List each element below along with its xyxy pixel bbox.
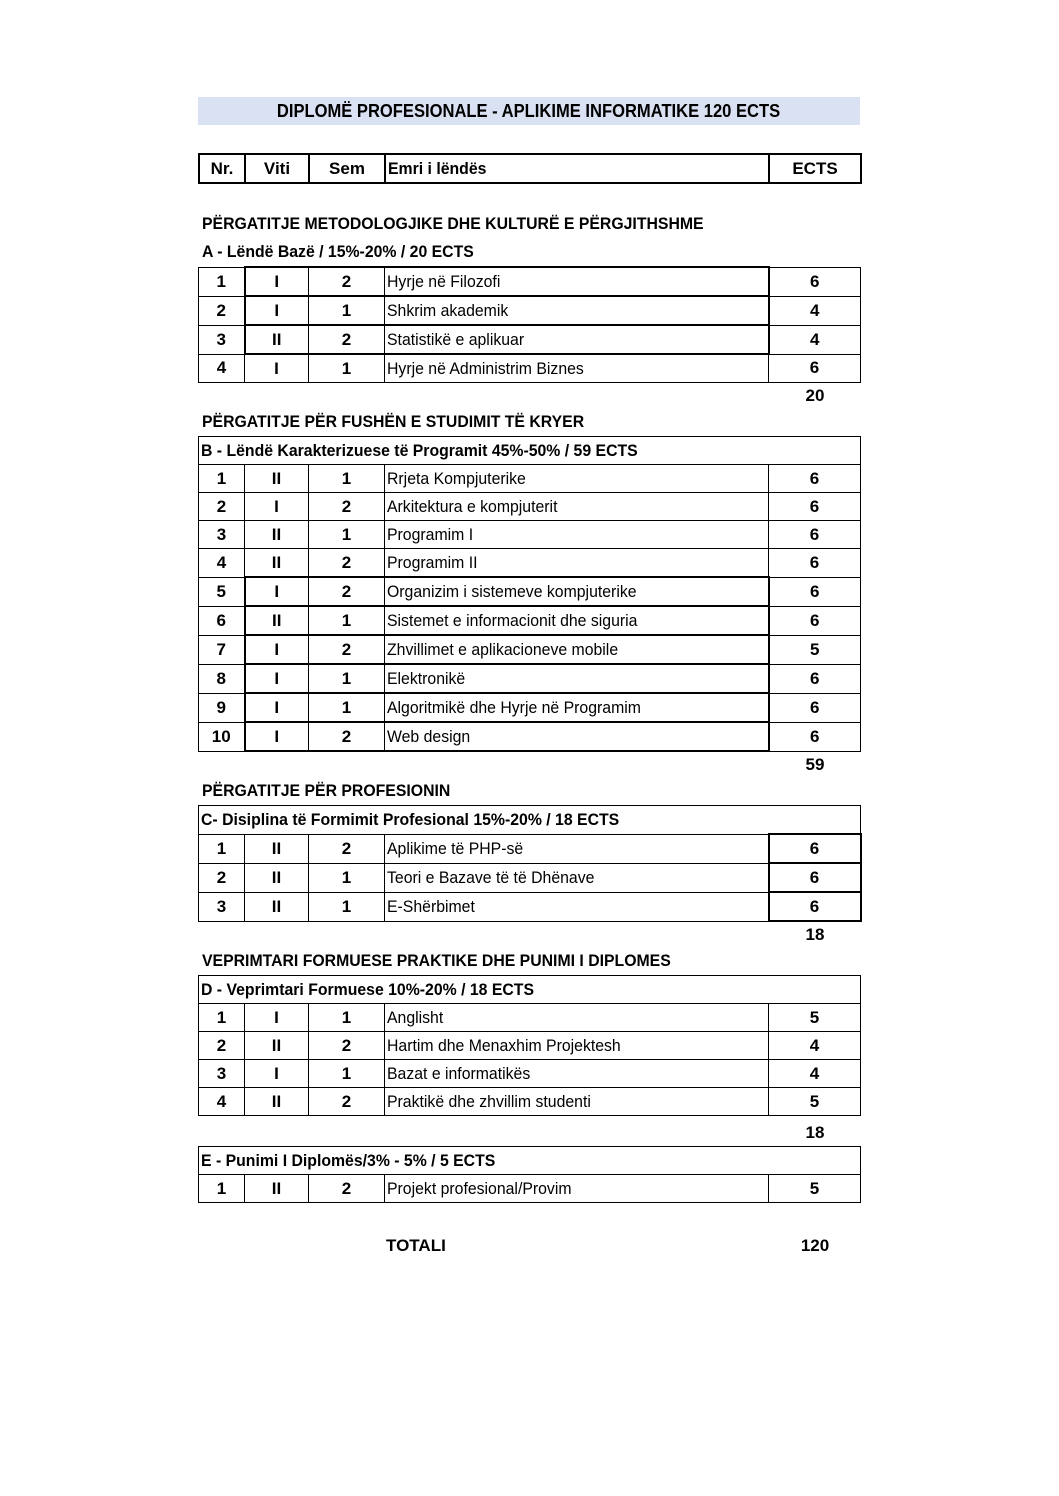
row-semester: 1	[309, 664, 385, 693]
header-sem: Sem	[309, 154, 385, 183]
row-year: I	[245, 267, 309, 296]
row-ects: 4	[769, 1060, 861, 1088]
row-ects: 6	[769, 664, 861, 693]
section-heading-4: VEPRIMTARI FORMUESE PRAKTIKE DHE PUNIMI I DIPLOMES	[202, 951, 671, 970]
row-nr: 3	[199, 892, 245, 921]
row-year: I	[245, 693, 309, 722]
row-course-name: Aplikime të PHP-së	[385, 834, 769, 863]
row-semester: 1	[309, 693, 385, 722]
row-semester: 2	[309, 577, 385, 606]
row-semester: 2	[309, 493, 385, 521]
row-course-name: E-Shërbimet	[385, 892, 769, 921]
table-row	[199, 863, 861, 892]
column-header-table	[198, 153, 862, 184]
table-row	[199, 722, 861, 751]
row-course-name: Bazat e informatikës	[385, 1060, 769, 1088]
row-course-name: Projekt profesional/Provim	[385, 1175, 769, 1203]
table-row	[199, 267, 861, 296]
table-row	[199, 1175, 861, 1203]
table-row	[199, 635, 861, 664]
row-year: II	[245, 606, 309, 635]
header-name: Emri i lëndës	[385, 154, 769, 183]
row-ects: 5	[769, 1088, 861, 1116]
group-c-label: C- Disiplina të Formimit Profesional 15%-20% / 18 ECTS	[199, 806, 861, 835]
row-nr: 1	[199, 834, 245, 863]
row-year: II	[245, 892, 309, 921]
row-year: I	[245, 664, 309, 693]
table-row	[199, 1004, 861, 1032]
row-year: I	[245, 577, 309, 606]
row-semester: 1	[309, 1060, 385, 1088]
row-nr: 6	[199, 606, 245, 635]
table-row	[199, 1088, 861, 1116]
row-year: II	[245, 1175, 309, 1203]
row-nr: 1	[199, 465, 245, 493]
row-semester: 2	[309, 635, 385, 664]
row-semester: 1	[309, 521, 385, 549]
group-b-label-row	[199, 437, 861, 465]
row-semester: 2	[309, 325, 385, 354]
table-row	[199, 577, 861, 606]
row-year: I	[245, 354, 309, 383]
row-ects: 5	[769, 1004, 861, 1032]
row-semester: 1	[309, 354, 385, 383]
group-c-table	[198, 805, 862, 922]
row-year: I	[245, 1004, 309, 1032]
row-semester: 1	[309, 296, 385, 325]
group-a-sum: 20	[805, 386, 825, 405]
row-nr: 2	[199, 493, 245, 521]
row-ects: 6	[769, 549, 861, 578]
row-course-name: Shkrim akademik	[385, 296, 769, 325]
row-ects: 5	[769, 1175, 861, 1203]
row-nr: 4	[199, 1088, 245, 1116]
group-d-sum: 18	[805, 1123, 825, 1142]
row-nr: 2	[199, 1032, 245, 1060]
table-row	[199, 1060, 861, 1088]
group-b-sum: 59	[805, 755, 825, 774]
table-row	[199, 606, 861, 635]
group-a-label: A - Lëndë Bazë / 15%-20% / 20 ECTS	[202, 242, 474, 261]
row-nr: 2	[199, 863, 245, 892]
table-row	[199, 296, 861, 325]
row-nr: 1	[199, 1004, 245, 1032]
row-year: II	[245, 549, 309, 578]
header-nr: Nr.	[199, 154, 245, 183]
group-d-table	[198, 975, 861, 1116]
row-nr: 5	[199, 577, 245, 606]
row-semester: 2	[309, 1175, 385, 1203]
table-row	[199, 521, 861, 549]
row-nr: 7	[199, 635, 245, 664]
row-ects: 6	[769, 606, 861, 635]
table-row	[199, 664, 861, 693]
header-ects: ECTS	[769, 154, 861, 183]
row-semester: 1	[309, 863, 385, 892]
row-course-name: Sistemet e informacionit dhe siguria	[385, 606, 769, 635]
row-course-name: Organizim i sistemeve kompjuterike	[385, 577, 769, 606]
row-course-name: Web design	[385, 722, 769, 751]
row-nr: 3	[199, 521, 245, 549]
table-row	[199, 892, 861, 921]
table-row	[199, 493, 861, 521]
row-ects: 6	[769, 834, 861, 863]
row-course-name: Algoritmikë dhe Hyrje në Programim	[385, 693, 769, 722]
row-course-name: Hyrje në Administrim Biznes	[385, 354, 769, 383]
row-semester: 2	[309, 549, 385, 578]
row-nr: 3	[199, 325, 245, 354]
group-e-label: E - Punimi I Diplomës/3% - 5% / 5 ECTS	[199, 1147, 861, 1175]
row-semester: 1	[309, 465, 385, 493]
total-label: TOTALI	[386, 1236, 446, 1255]
row-nr: 10	[199, 722, 245, 751]
section-heading-2: PËRGATITJE PËR FUSHËN E STUDIMIT TË KRYER	[202, 412, 585, 431]
row-year: II	[245, 1088, 309, 1116]
row-year: I	[245, 493, 309, 521]
row-ects: 6	[769, 693, 861, 722]
row-course-name: Praktikë dhe zhvillim studenti	[385, 1088, 769, 1116]
row-year: I	[245, 1060, 309, 1088]
row-nr: 1	[199, 1175, 245, 1203]
group-a-table	[198, 266, 861, 383]
group-c-label-row	[199, 806, 861, 835]
section-heading-3: PËRGATITJE PËR PROFESIONIN	[202, 781, 451, 800]
group-d-label: D - Veprimtari Formuese 10%-20% / 18 ECTS	[199, 976, 861, 1004]
row-semester: 2	[309, 722, 385, 751]
row-nr: 4	[199, 549, 245, 578]
row-ects: 6	[769, 267, 861, 296]
group-d-label-row	[199, 976, 861, 1004]
row-year: II	[245, 325, 309, 354]
row-ects: 6	[769, 493, 861, 521]
row-year: II	[245, 521, 309, 549]
row-year: II	[245, 1032, 309, 1060]
row-ects: 5	[769, 635, 861, 664]
group-e-table	[198, 1146, 861, 1203]
group-e-label-row	[199, 1147, 861, 1175]
table-row	[199, 693, 861, 722]
row-year: II	[245, 465, 309, 493]
header-viti: Viti	[245, 154, 309, 183]
table-row	[199, 549, 861, 578]
row-semester: 1	[309, 1004, 385, 1032]
document-title: DIPLOMË PROFESIONALE - APLIKIME INFORMATIKE 120 ECTS	[198, 97, 860, 125]
table-row	[199, 325, 861, 354]
row-ects: 4	[769, 296, 861, 325]
row-nr: 1	[199, 267, 245, 296]
section-heading-1: PËRGATITJE METODOLOGJIKE DHE KULTURË E PËRGJITHSHME	[202, 214, 704, 233]
table-row	[199, 465, 861, 493]
row-course-name: Arkitektura e kompjuterit	[385, 493, 769, 521]
group-c-sum: 18	[805, 925, 825, 944]
row-ects: 6	[769, 892, 861, 921]
row-semester: 2	[309, 834, 385, 863]
row-year: I	[245, 635, 309, 664]
row-course-name: Statistikë e aplikuar	[385, 325, 769, 354]
row-course-name: Programim II	[385, 549, 769, 578]
row-year: II	[245, 834, 309, 863]
row-course-name: Rrjeta Kompjuterike	[385, 465, 769, 493]
row-semester: 2	[309, 1032, 385, 1060]
row-course-name: Teori e Bazave të të Dhënave	[385, 863, 769, 892]
total-value: 120	[800, 1236, 830, 1255]
row-year: II	[245, 863, 309, 892]
row-year: I	[245, 296, 309, 325]
group-b-table	[198, 436, 861, 752]
table-row	[199, 834, 861, 863]
row-course-name: Elektronikë	[385, 664, 769, 693]
row-course-name: Zhvillimet e aplikacioneve mobile	[385, 635, 769, 664]
row-ects: 4	[769, 325, 861, 354]
row-nr: 2	[199, 296, 245, 325]
group-b-label: B - Lëndë Karakterizuese të Programit 45%-50% / 59 ECTS	[199, 437, 861, 465]
row-ects: 6	[769, 354, 861, 383]
column-header-row	[199, 154, 861, 183]
row-year: I	[245, 722, 309, 751]
row-nr: 3	[199, 1060, 245, 1088]
table-row	[199, 354, 861, 383]
row-course-name: Programim I	[385, 521, 769, 549]
row-course-name: Anglisht	[385, 1004, 769, 1032]
row-semester: 1	[309, 606, 385, 635]
row-nr: 9	[199, 693, 245, 722]
row-ects: 6	[769, 722, 861, 751]
row-semester: 2	[309, 267, 385, 296]
row-course-name: Hyrje në Filozofi	[385, 267, 769, 296]
row-ects: 6	[769, 577, 861, 606]
row-ects: 6	[769, 465, 861, 493]
row-nr: 4	[199, 354, 245, 383]
row-ects: 6	[769, 521, 861, 549]
table-row	[199, 1032, 861, 1060]
row-nr: 8	[199, 664, 245, 693]
row-ects: 6	[769, 863, 861, 892]
row-semester: 2	[309, 1088, 385, 1116]
row-semester: 1	[309, 892, 385, 921]
row-course-name: Hartim dhe Menaxhim Projektesh	[385, 1032, 769, 1060]
row-ects: 4	[769, 1032, 861, 1060]
